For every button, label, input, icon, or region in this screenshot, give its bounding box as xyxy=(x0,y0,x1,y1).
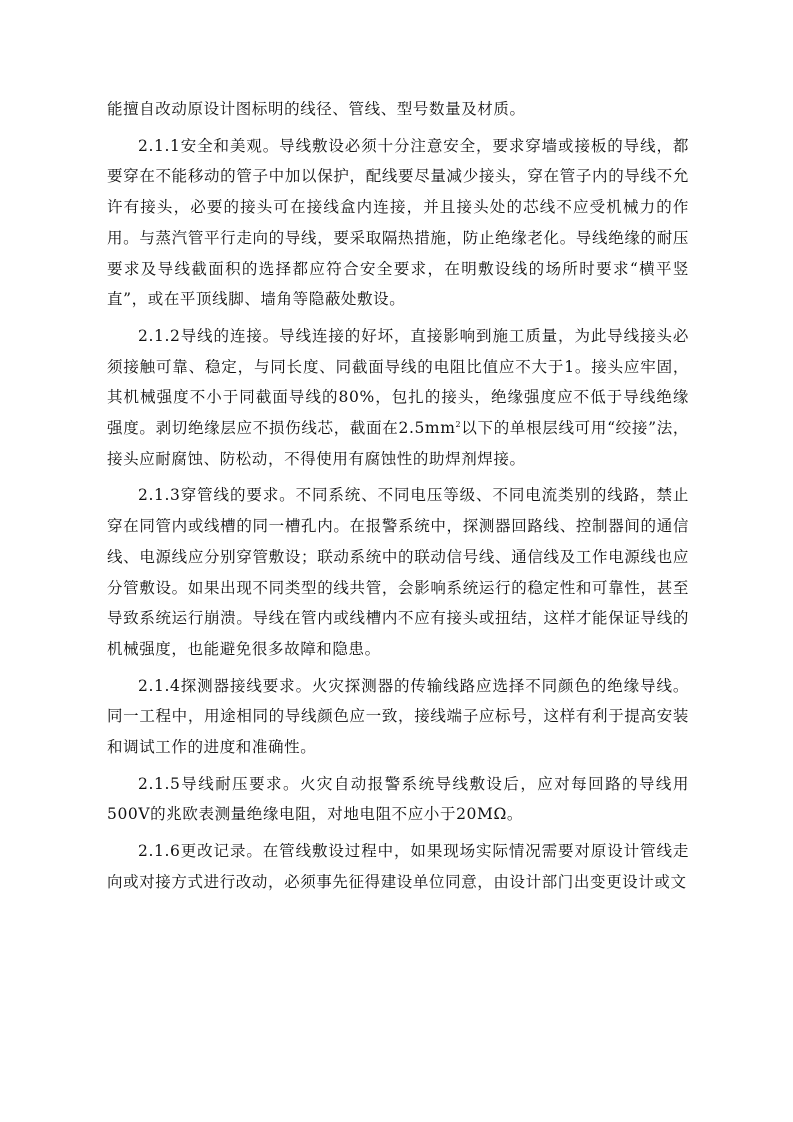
document-page xyxy=(107,94,689,898)
paragraph-continuation: 能擅自改动原设计图标明的线径、管线、型号数量及材质。 xyxy=(107,100,526,118)
unit-superscript: 2 xyxy=(455,419,462,429)
paragraph-2-1-1-safety: 2.1.1安全和美观。导线敷设必须十分注意安全，要求穿墙或接板的导线，都要穿在不能移动的管子中加以保护，配线要尽量减少接头，穿在管子内的导线不允许有接头，必要的接头可在接线盒内连接，并且接头处的芯线不应受机械力的作用。与蒸汽管平行走向的导线，要采取隔热措施，防止绝缘老化。导线绝缘的耐压要求及导线截面积的选择都应符合安全要求，在明敷设线的场所时要求“横平竖直”，或在平顶线脚、墙角等隐蔽处敷设。 xyxy=(107,136,689,309)
paragraph-2-1-4-detector: 2.1.4探测器接线要求。火灾探测器的传输线路应选择不同颜色的绝缘导线。同一工程中，用途相同的导线颜色应一致，接线端子应标号，这样有利于提高安装和调试工作的进度和准确性。 xyxy=(107,676,689,757)
paragraph-2-1-2-text-before: 2.1.2导线的连接。导线连接的好坏，直接影响到施工质量，为此导线接头必须接触可靠、稳定，与同长度、同截面导线的电阻比值应不大于1。接头应牢固，其机械强度不小于同截面导线的80%，包扎的接头，绝缘强度应不低于导线绝缘强度。剥切绝缘层应不损伤线芯，截面在2.5mm xyxy=(107,326,689,438)
paragraph-2-1-6-change-record: 2.1.6更改记录。在管线敷设过程中，如果现场实际情况需要对原设计管线走向或对接方式进行改动，必须事先征得建设单位同意，由设计部门出变更设计或文 xyxy=(107,842,689,891)
paragraph-2-1-2-connection xyxy=(107,321,689,475)
paragraph-2-1-2-text-after: 以下的单根层线可用“绞接”法，接头应耐腐蚀、防松动，不得使用有腐蚀性的助焊剂焊接。 xyxy=(107,419,689,468)
paragraph-2-1-5-voltage: 2.1.5导线耐压要求。火灾自动报警系统导线敷设后，应对每回路的导线用500V的兆欧表测量绝缘电阻，对地电阻不应小于20MΩ。 xyxy=(107,774,689,824)
paragraph-2-1-3-conduit: 2.1.3穿管线的要求。不同系统、不同电压等级、不同电流类别的线路，禁止穿在同管内或线槽的同一槽孔内。在报警系统中，探测器回路线、控制器间的通信线、电源线应分别穿管敷设；联动系统中的联动信号线、通信线及工作电源线也应分管敷设。如果出现不同类型的线共管，会影响系统运行的稳定性和可靠性，甚至导致系统运行崩溃。导线在管内或线槽内不应有接头或扭结，这样才能保证导线的机械强度，也能避免很多故障和隐患。 xyxy=(107,486,689,658)
